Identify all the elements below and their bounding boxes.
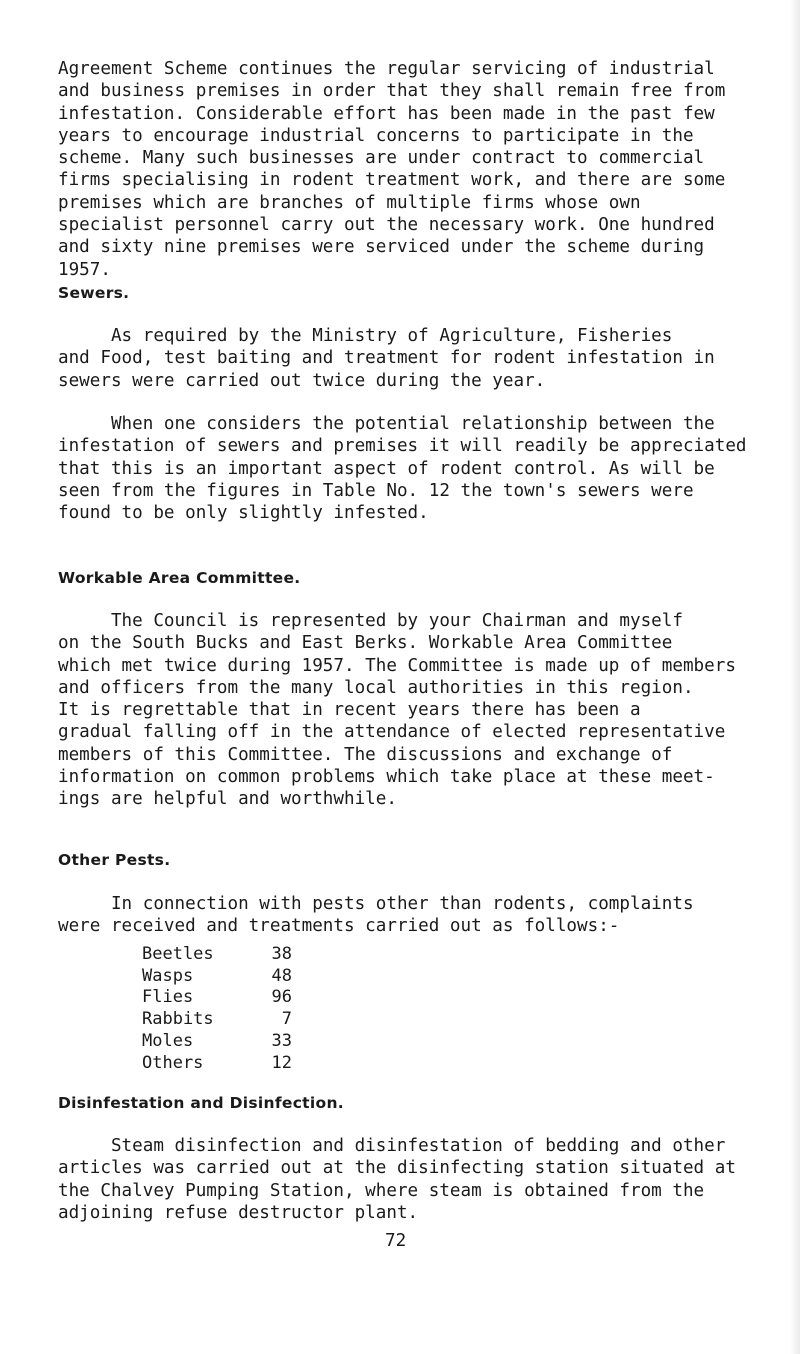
- pest-count: 33: [271, 1030, 292, 1051]
- table-row: [142, 966, 292, 988]
- heading-workable-area-committee: Workable Area Committee.: [58, 569, 301, 587]
- pest-name: Others: [142, 1052, 204, 1073]
- pest-count: 48: [271, 965, 292, 986]
- heading-other-pests: Other Pests.: [58, 851, 171, 869]
- pest-name: Moles: [142, 1030, 194, 1051]
- other-pests-paragraph: In connection with pests other than rodents, complaints were received and treatments carried out as follows:-: [58, 894, 694, 937]
- pest-count: 38: [271, 944, 292, 964]
- intro-paragraph: Agreement Scheme continues the regular servicing of industrial and business premises in order that they shall remain free from infestation. Considerable effort has been made in the past few years to encourage industrial concerns to participate in the scheme. Many such businesses are under contract to commercial firms specialising in rodent treatment work, and there are some premises which are branches of multiple firms whose own specialist personnel carry out the necessary work. One hundred and sixty nine premises were serviced under the scheme during 1957.: [58, 59, 726, 280]
- table-row: [142, 1031, 292, 1053]
- table-row: [142, 944, 292, 966]
- table-row: [142, 1009, 292, 1031]
- pest-name: Rabbits: [142, 1009, 214, 1030]
- page-number: 72: [385, 1231, 407, 1251]
- pest-count: 12: [271, 1052, 292, 1073]
- disinfestation-paragraph: Steam disinfection and disinfestation of bedding and other articles was carried out at the disinfecting station situated at the Chalvey Pumping Station, where steam is obtained from the adjoining refuse destructor plant.: [58, 1136, 736, 1223]
- pest-count: 96: [271, 987, 292, 1008]
- pest-name: Beetles: [142, 944, 214, 964]
- pest-name: Wasps: [142, 965, 194, 986]
- pest-count: 7: [281, 1009, 292, 1030]
- committee-paragraph: The Council is represented by your Chairman and myself on the South Bucks and East Berks. Workable Area Committee which met twice during 1957. The Committee is made up of members and officers from the many local authorities in this region. It is regrettable that in recent years there has been a gradual falling off in the attendance of elected representative members of this Committee. The discussions and exchange of information on common problems which take place at these meet- ings are helpful and worthwhile.: [58, 611, 736, 810]
- sewers-paragraph-1: As required by the Ministry of Agriculture, Fisheries and Food, test baiting and treatment for rodent infestation in sewers were carried out twice during the year.: [58, 326, 715, 391]
- pest-name: Flies: [142, 987, 194, 1008]
- table-row: [142, 1053, 292, 1075]
- heading-sewers: Sewers.: [58, 284, 130, 302]
- sewers-paragraph-2: When one considers the potential relationship between the infestation of sewers and premises it will readily be appreciated that this is an important aspect of rodent control. As will be seen from the figures in Table No. 12 the town's sewers were found to be only slightly infested.: [58, 414, 747, 524]
- page-edge-shadow: [790, 0, 800, 1354]
- table-row: [142, 987, 292, 1009]
- pests-table: [142, 944, 292, 1074]
- heading-disinfestation: Disinfestation and Disinfection.: [58, 1094, 344, 1112]
